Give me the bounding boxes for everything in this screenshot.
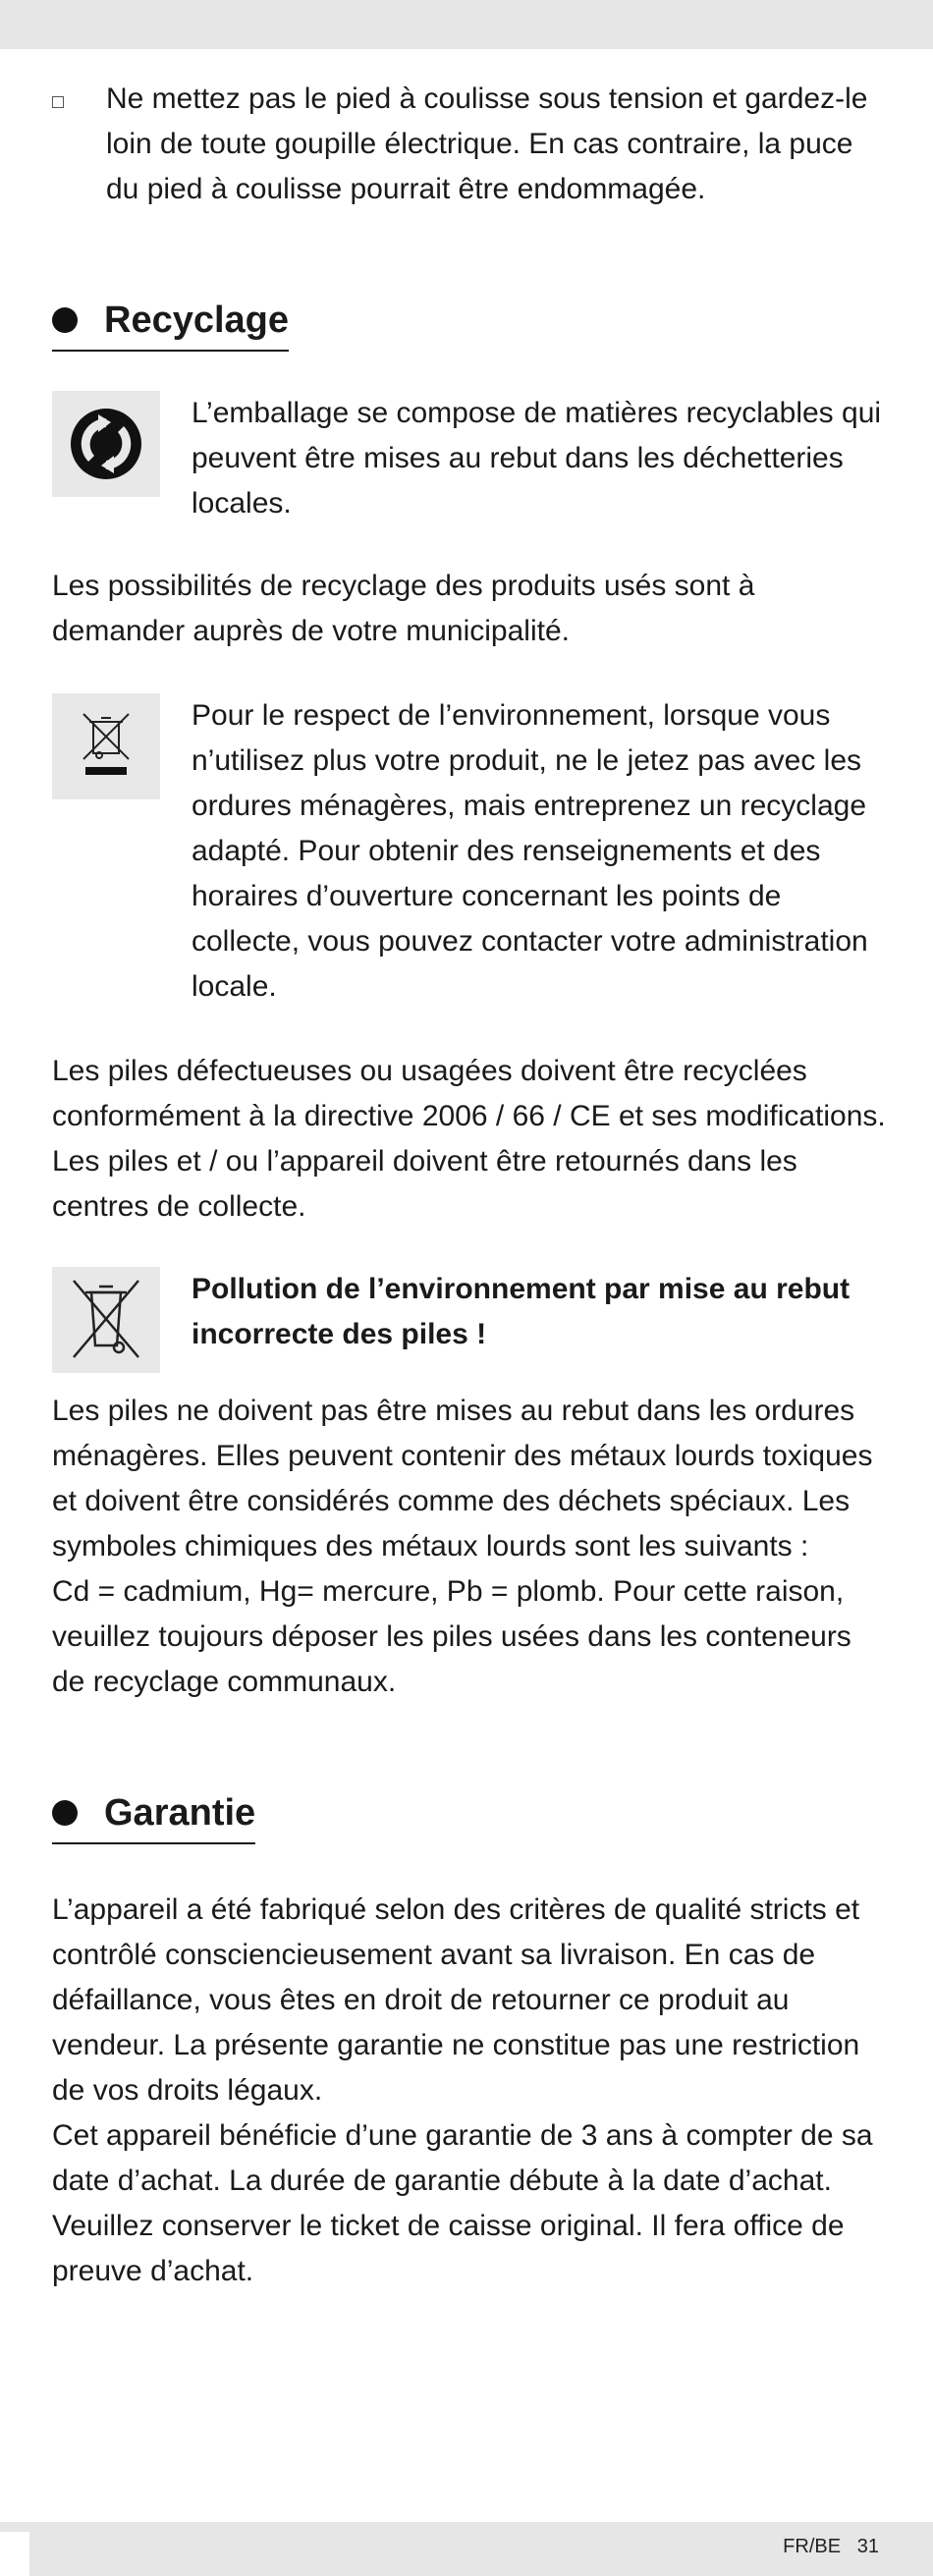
bullet-dot-icon: [52, 1800, 78, 1826]
recycling-heading: [52, 295, 289, 352]
safety-note-item: [52, 77, 887, 212]
battery-warning-row: [52, 1267, 887, 1373]
page-footer: [0, 2522, 933, 2576]
weee-crossed-bin-icon: [52, 693, 160, 799]
battery-warning-text-1: Les piles ne doivent pas être mises au rebut dans les ordures ménagères. Elles peuvent contenir des métaux lourds toxiques et doivent être considérés comme des déchets spéciaux. Les symboles chimiques des métaux lourds sont les suivants :: [52, 1395, 873, 1562]
recycling-heading-text: Recyclage: [104, 300, 290, 341]
bullet-dot-icon: [52, 307, 78, 333]
battery-warning-title: Pollution de l’environnement par mise au rebut incorrecte des piles !: [192, 1273, 851, 1350]
page-content: [52, 77, 887, 2294]
warranty-text-1: L’appareil a été fabriqué selon des critères de qualité stricts et contrôlé consciencieusement avant sa livraison. En cas de défaillance, vous êtes en droit de retourner ce produit au vendeur. La présente garantie ne constitue pas une restriction de vos droits légaux.: [52, 1893, 860, 2107]
footer-page-number: 31: [856, 2536, 879, 2557]
top-bar: [0, 0, 933, 49]
page-number: [783, 2532, 879, 2561]
packaging-row: [52, 391, 887, 526]
batteries-directive-text: Les piles défectueuses ou usagées doivent être recyclées conformément à la directive 2006 / 66 / CE et ses modifications. Les piles et / ou l’appareil doivent être retournés dans les centres de collecte.: [52, 1055, 886, 1223]
warranty-heading-text: Garantie: [104, 1792, 256, 1834]
safety-note-text: Ne mettez pas le pied à coulisse sous tension et gardez-le loin de toute goupille électrique. En cas contraire, la puce du pied à coulisse pourrait être endommagée.: [106, 82, 868, 205]
municipality-text: Les possibilités de recyclage des produits usés sont à demander auprès de votre municipalité.: [52, 570, 755, 647]
packaging-text: L’emballage se compose de matières recyclables qui peuvent être mises au rebut dans les déchetteries locales.: [192, 397, 882, 520]
environment-row: [52, 693, 887, 1010]
battery-crossed-bin-icon: [52, 1267, 160, 1373]
warranty-text-2: Cet appareil bénéficie d’une garantie de 3 ans à compter de sa date d’achat. La durée de garantie débute à la date d’achat. Veuillez conserver le ticket de caisse original. Il fera office de preuve d’achat.: [52, 2119, 873, 2287]
environment-text: Pour le respect de l’environnement, lorsque vous n’utilisez plus votre produit, ne le jetez pas avec les ordures ménagères, mais entreprenez un recyclage adapté. Pour obtenir des renseignements et des horaires d’ouverture concernant les points de collecte, vous pouvez contacter votre administration locale.: [192, 699, 868, 1003]
battery-warning-text-2: Cd = cadmium, Hg= mercure, Pb = plomb. Pour cette raison, veuillez toujours déposer les piles usées dans les conteneurs de recyclage communaux.: [52, 1575, 851, 1698]
green-dot-recycling-icon: [52, 391, 160, 497]
footer-locale: FR/BE: [783, 2536, 842, 2557]
footer-tab: [0, 2532, 29, 2576]
warranty-heading: [52, 1787, 255, 1844]
checkbox-bullet-icon: [52, 96, 64, 108]
